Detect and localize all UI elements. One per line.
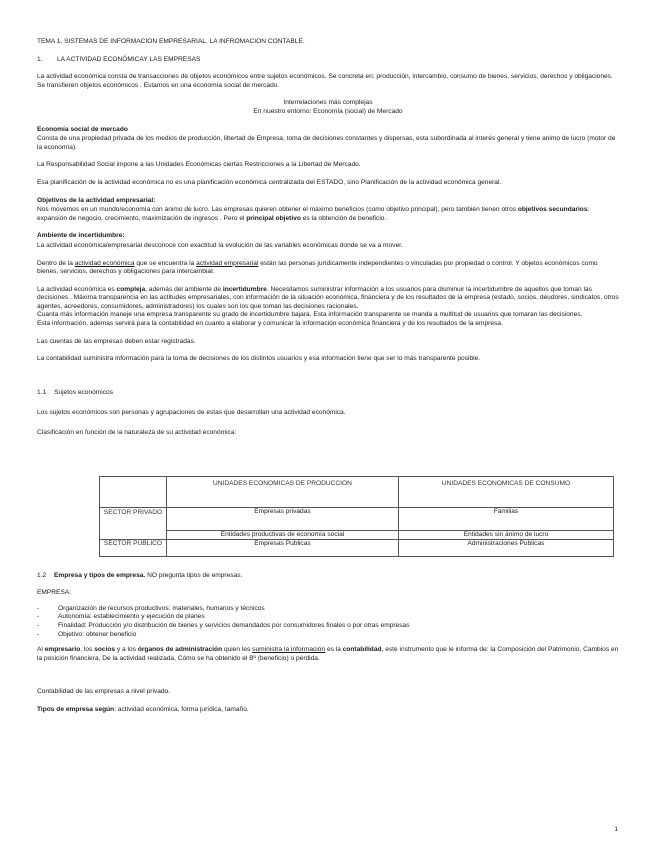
list-item: - Organización de recursos productivos: materiales, humanos y técnicos (37, 605, 619, 614)
center-line-1: Interrelaciones más complejas (283, 99, 373, 107)
objetivos-bold-2: principal objetivo (246, 214, 301, 222)
table-row-publico (100, 539, 614, 556)
al-bold-organos: órganos de administración (137, 646, 223, 654)
list-item: - Finalidad: Producción y/o distribución de bienes y servicios demandados por consumidores finales o por otras empresas (37, 622, 619, 631)
objetivos-heading: Objetivos de la actividad empresarial: (37, 196, 156, 204)
objetivos-text-2: : expansión de negocio, crecimiento, maximización de ingresos . Pero el (37, 206, 590, 222)
ambiente-p2-a: Dentro de la (37, 259, 75, 267)
section-1-heading (37, 56, 619, 65)
ambiente-p1: La actividad económica/empresarial desconoce con exactitud la evolución de las variables económicas donde se va a mover. (37, 241, 403, 249)
eco-social-p2: La Responsabilidad Social impone a las Unidades Económicas ciertas Restricciones a la Libertad de Mercado. (37, 161, 361, 169)
list-item: - Autonomía: establecimiento y ejecución de planes (37, 613, 619, 622)
ambiente-p3 (37, 286, 619, 312)
cell-empresas-privadas: Empresas privadas (167, 507, 399, 530)
section-11-p2: Clasificación en función de la naturaleza de su actividad económica: (37, 429, 237, 437)
document-page (37, 38, 619, 724)
al-d: quien les (222, 646, 253, 654)
cell-sin-animo-lucro: Entidades sin ánimo de lucro (398, 530, 613, 539)
ambiente-p2-c: están las personas jurídicamente independientes o vinculadas por propiedad o control. Y objetos económicos como bienes, servicios, derechos y obligaciones para intercambiar. (37, 259, 598, 276)
ambiente-p2-underline-2: actividad empresarial (196, 259, 259, 267)
al-a: Al (37, 646, 45, 654)
empresa-label: EMPRESA: (37, 589, 72, 597)
cell-administraciones-publicas: Administraciones Publicas (398, 539, 613, 556)
ambiente-p4: Las cuentas de las empresas deben estar registradas. (37, 337, 196, 345)
list-item: - Objetivo: obtener beneficio (37, 631, 619, 640)
economic-units-table (99, 476, 614, 557)
cell-familias: Familias (398, 507, 613, 530)
eco-social-heading: Economía social de mercado (37, 125, 128, 133)
cell-economia-social: Entidades productivas de economía social (167, 530, 399, 539)
al-b: , los (80, 646, 95, 654)
ambiente-p3-e: Esta información, ademas servirá para la contabilidad en cuanto a elaborar y comunicar la información económica financiera y de los resultados de la empresa. (37, 320, 503, 328)
al-f: , este instrumento que le informa de: la Composición del Patrimonio, Cambios en la posición financiera, De la actividad realizada, Cómo se ha obtenido el Bº (beneficio) o pérdida. (37, 646, 619, 662)
eco-social-p1: Consta de una propiedad privada de los medios de producción, libertad de Empresa, toma de decisiones constantes y dispersas, esta subordinada al interés general y tiene animo de lucro (motor de la economía). (37, 135, 616, 151)
al-bold-empresario: empresario (44, 646, 81, 654)
ambiente-p3-a: La actividad económica es (37, 285, 117, 293)
al-underline: suministra la información (252, 646, 326, 654)
tipos-text: : actividad económica, forma jurídica, tamaño. (114, 705, 249, 713)
table-row-privado-1 (100, 507, 614, 530)
ambiente-p2-underline-1: actividad económica (74, 259, 135, 267)
col-head-consumo: UNIDADES ECONOMICAS DE CONSUMO (398, 476, 613, 507)
contabilidad-privado: Contabilidad de las empresas a nivel privado. (37, 688, 171, 696)
section-12-number: 1.2 (37, 571, 47, 579)
al-c: y a los (115, 646, 138, 654)
cell-empresas-publicas: Empresas Publicas (167, 539, 399, 556)
tipos-empresa (37, 706, 619, 715)
section-1-title: LA ACTIVIDAD ECONÓMICAY LAS EMPRESAS (57, 55, 201, 63)
objetivos-text-1: Nos movemos en un mundo/economía con ánimo de lucro. Las empresas quieren obtener el máximo beneficios (como objetivo principal), pero también tienen otros (37, 206, 518, 214)
ambiente-heading: Ambiente de incertidumbre: (37, 232, 125, 240)
ambiente-p3-bold-1: compleja (116, 285, 146, 293)
section-12-title: Empresa y tipos de empresa. (54, 571, 146, 579)
ambiente-p5: La contabilidad suministra información para la toma de decisiones de los distintos usuarios y esa información tiene que ser lo más transparente posible. (37, 355, 481, 363)
section-11-heading (37, 389, 619, 398)
table-header-row (100, 476, 614, 507)
section-11-title: Sujetos económicos (54, 388, 114, 396)
section-12-note: NO pregunta tipos de empresas. (145, 571, 243, 579)
section-12-heading (37, 572, 619, 581)
center-line-2: En nuestro entorno: Economía (social) de Mercado (253, 107, 403, 115)
objetivos-text-3: es la obtención de beneficio. (300, 214, 387, 222)
ambiente-p3-b: , además del ambiente de (145, 285, 223, 293)
section-11-number: 1.1 (37, 388, 47, 396)
col-head-produccion: UNIDADES ECONOMICAS DE PRODUCCION (167, 476, 399, 507)
intro-paragraph-2: Se transfieren objetos económicos . Estamos en una economía social de mercado. (37, 81, 280, 89)
eco-social-p3: Esa planificación de la actividad económica no es una planificación económica centralizada del ESTADO, sino Planificación de la actividad económica general. (37, 178, 502, 186)
row-head-publico: SECTOR PUBLICO (100, 539, 167, 556)
section-11-p1: Los sujetos económicos son personas y agrupaciones de estas que desarrollan una actividad económica. (37, 409, 346, 417)
ambiente-p2 (37, 260, 619, 277)
al-bold-socios: socios (94, 646, 116, 654)
ambiente-p2-b: que se encuentra la (134, 259, 197, 267)
ambiente-p3-c: . Necesitamos suministrar información a los usuarios para disminuir la incertidumbre de aquellos que toman las decisiones . Máxima transparencia en las actitudes empresariales, con información de la situación económica, financiera y de los resultados de la empresa (estado, socios, deudores, sindicatos, otros agentes, acreedores, consumidores, administradores) los cuales son los que toman las decisiones racionales. (37, 285, 619, 310)
page-number: 1 (614, 826, 618, 833)
ambiente-p3-d: Cuanta más información maneje una empresa transparente su grado de incertidumbre bajara. Esta información transparente se manda a multitud de usuarios que tomaran las decisiones. (37, 311, 583, 319)
objetivos-paragraph (37, 206, 619, 223)
table-row-privado-2 (100, 530, 614, 539)
intro-paragraph-1: La actividad económica consta de transacciones de objetos económicos entre sujetos económicos. Se concreta en: producción, intercambio, consumo de bienes, servicios, derechos y obligaciones. (37, 73, 613, 81)
ambiente-p3-bold-2: incertidumbre (222, 285, 267, 293)
al-bold-contabilidad: contabilidad (342, 646, 382, 654)
objetivos-bold-1: objetivos secundarios (517, 206, 588, 214)
empresa-list (37, 605, 619, 639)
section-1-number: 1. (37, 55, 43, 63)
al-e: es la (325, 646, 343, 654)
document-title: TEMA 1. SISTEMAS DE INFORMACION EMPRESARIAL. LA INFROMACION CONTABLE. (37, 38, 305, 45)
table-corner-cell (100, 476, 167, 507)
tipos-bold: Tipos de empresa según (37, 705, 115, 713)
row-head-privado: SECTOR PRIVADO (100, 507, 167, 539)
contabilidad-paragraph (37, 646, 619, 663)
